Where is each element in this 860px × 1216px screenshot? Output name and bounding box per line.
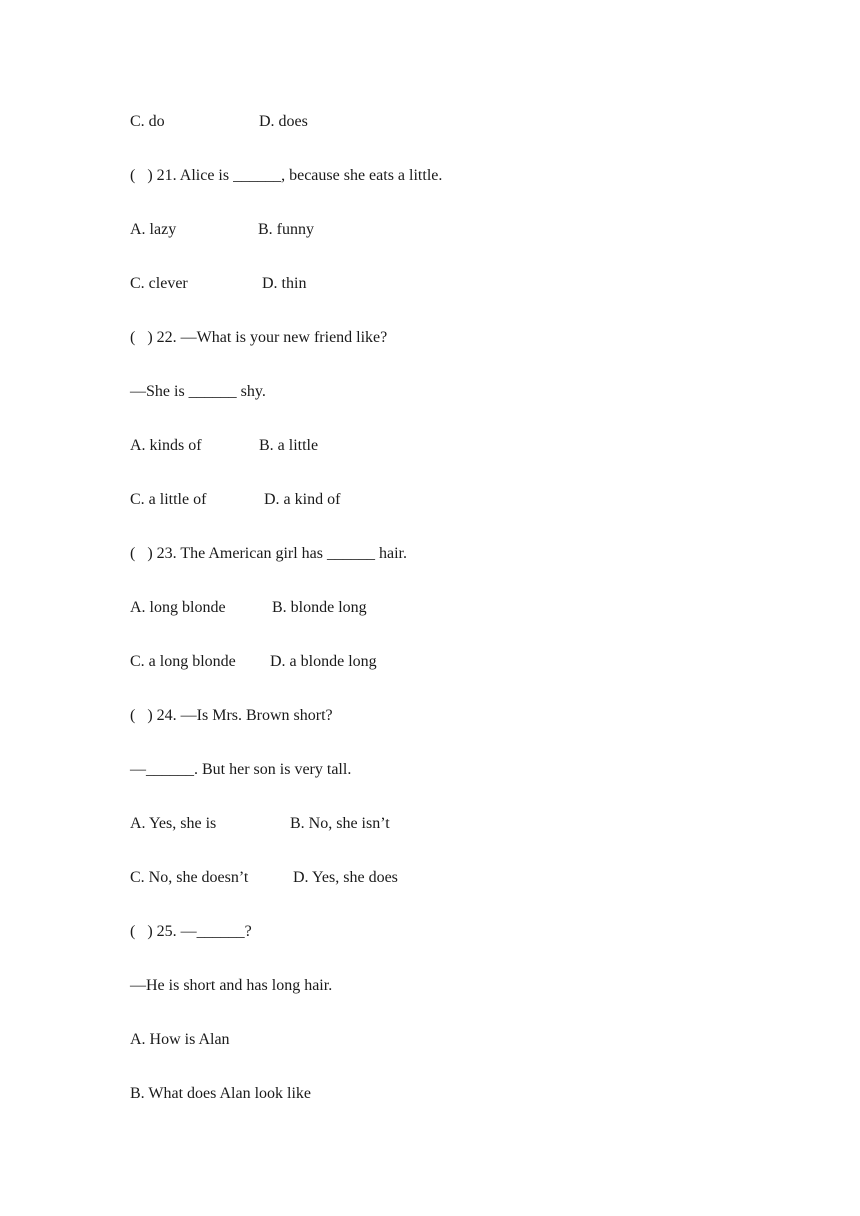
question-22: ( ) 22. —What is your new friend like? [130,329,388,346]
option-c: C. clever [130,275,188,292]
option-b: B. No, she isn’t [290,815,390,832]
option-d: D. a blonde long [270,653,377,670]
option-b: B. What does Alan look like [130,1085,312,1102]
option-b: B. a little [259,437,319,454]
option-c: C. a long blonde [130,653,236,670]
option-d: D. thin [262,275,307,292]
dialogue-line: —He is short and has long hair. [130,977,333,994]
option-c: C. No, she doesn’t [130,869,249,886]
dialogue-line: —______. But her son is very tall. [130,761,352,778]
question-25: ( ) 25. —______? [130,923,252,940]
option-d: D. a kind of [264,491,341,508]
option-d: D. does [259,113,308,130]
question-21: ( ) 21. Alice is ______, because she eats a little. [130,167,443,184]
option-b: B. blonde long [272,599,367,616]
option-a: A. long blonde [130,599,226,616]
option-a: A. How is Alan [130,1031,230,1048]
option-c: C. do [130,113,165,130]
option-d: D. Yes, she does [293,869,398,886]
question-24: ( ) 24. —Is Mrs. Brown short? [130,707,333,724]
option-a: A. lazy [130,221,177,238]
question-23: ( ) 23. The American girl has ______ hair. [130,545,407,562]
dialogue-line: —She is ______ shy. [130,383,266,400]
option-b: B. funny [258,221,314,238]
option-a: A. kinds of [130,437,202,454]
option-a: A. Yes, she is [130,815,217,832]
option-c: C. a little of [130,491,207,508]
